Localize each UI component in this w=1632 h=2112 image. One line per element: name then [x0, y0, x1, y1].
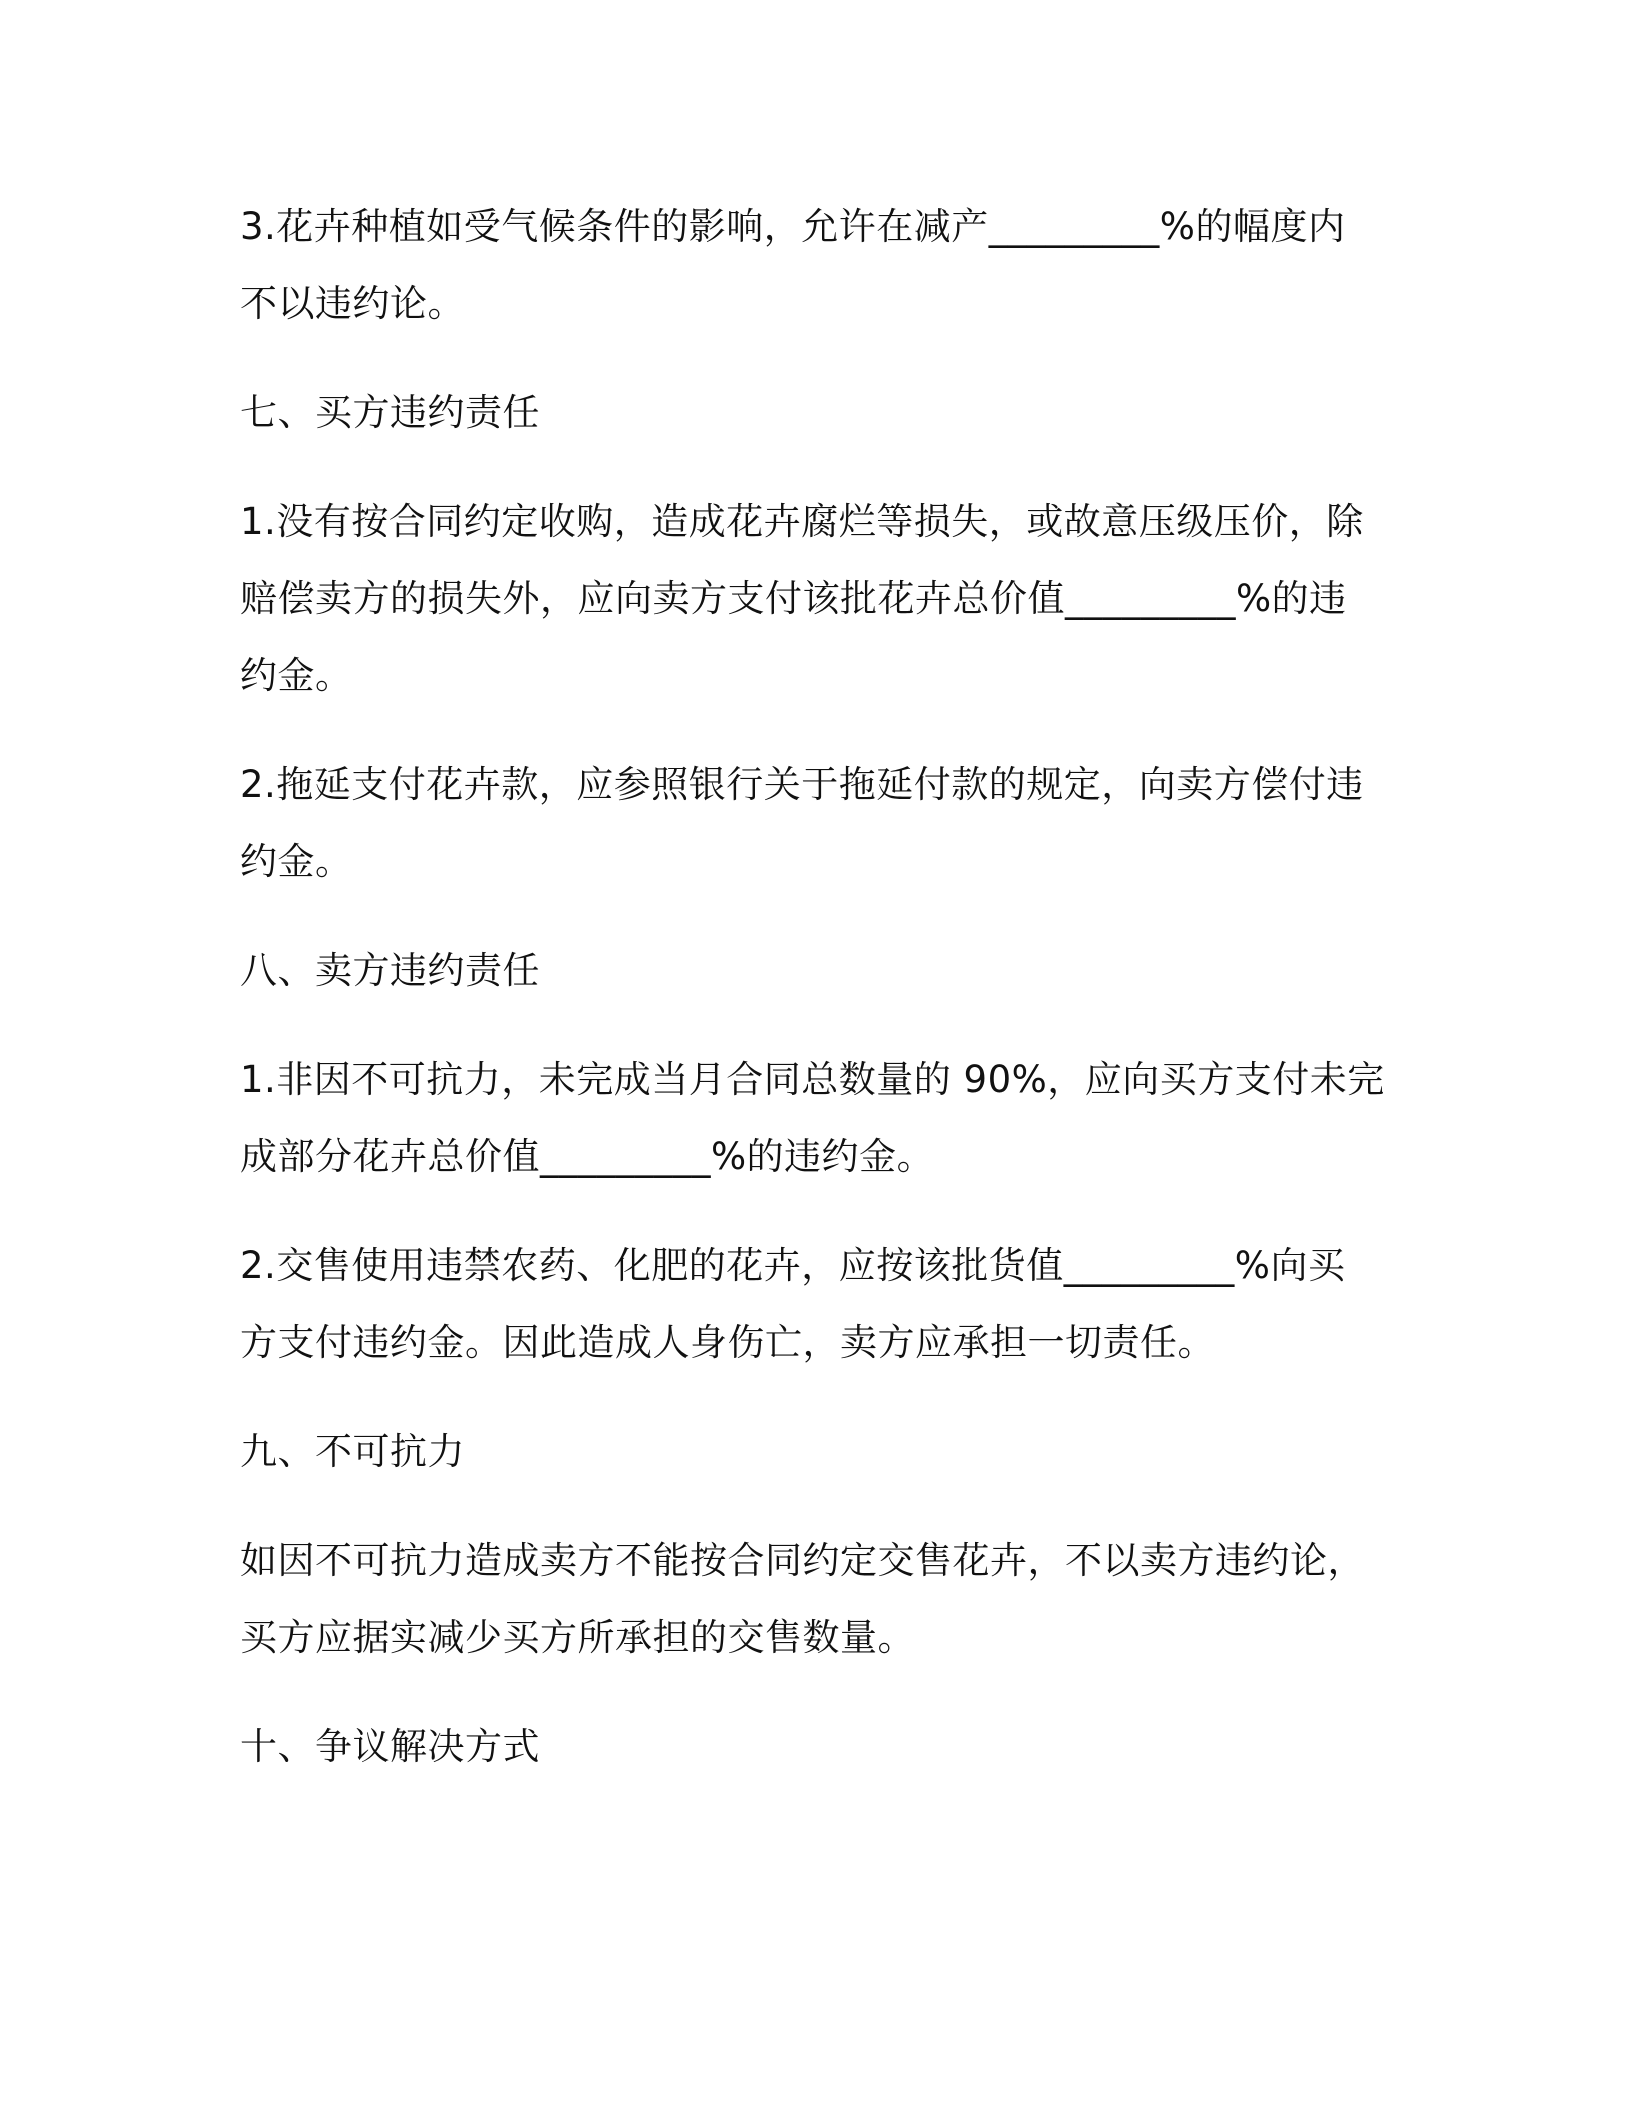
section-10-heading [240, 1708, 1380, 1785]
heading-text: 七、买方违约责任 [240, 391, 540, 434]
clause-7-1-paragraph [240, 483, 1380, 714]
clause-9-paragraph [240, 1522, 1380, 1676]
paragraph-line: 成部分花卉总价值_________%的违约金。 [240, 1135, 935, 1178]
heading-text: 九、不可抗力 [240, 1430, 465, 1473]
paragraph-line: 3.花卉种植如受气候条件的影响，允许在减产_________%的幅度内 [240, 205, 1346, 248]
paragraph-line: 1.非因不可抗力，未完成当月合同总数量的 90%，应向买方支付未完 [240, 1058, 1385, 1101]
heading-text: 八、卖方违约责任 [240, 949, 540, 992]
clause-8-2-paragraph [240, 1227, 1380, 1381]
paragraph-line: 2.拖延支付花卉款，应参照银行关于拖延付款的规定，向卖方偿付违 [240, 763, 1364, 806]
paragraph-line: 约金。 [240, 840, 353, 883]
heading-text: 十、争议解决方式 [240, 1725, 540, 1768]
paragraph-line: 买方应据实减少买方所承担的交售数量。 [240, 1616, 915, 1659]
section-8-heading [240, 932, 1380, 1009]
document-page [240, 188, 1385, 1817]
paragraph-line: 约金。 [240, 654, 353, 697]
paragraph-line: 如因不可抗力造成卖方不能按合同约定交售花卉，不以卖方违约论， [240, 1539, 1365, 1582]
clause-7-2-paragraph [240, 746, 1380, 900]
paragraph-line: 1.没有按合同约定收购，造成花卉腐烂等损失，或故意压级压价，除 [240, 500, 1364, 543]
clause-7-3-paragraph [240, 188, 1380, 342]
paragraph-line: 赔偿卖方的损失外，应向卖方支付该批花卉总价值_________%的违 [240, 577, 1347, 620]
clause-8-1-paragraph [240, 1041, 1385, 1195]
section-7-heading [240, 374, 1380, 451]
paragraph-line: 方支付违约金。因此造成人身伤亡，卖方应承担一切责任。 [240, 1321, 1215, 1364]
section-9-heading [240, 1413, 1380, 1490]
paragraph-line: 2.交售使用违禁农药、化肥的花卉，应按该批货值_________%向买 [240, 1244, 1346, 1287]
paragraph-line: 不以违约论。 [240, 282, 465, 325]
